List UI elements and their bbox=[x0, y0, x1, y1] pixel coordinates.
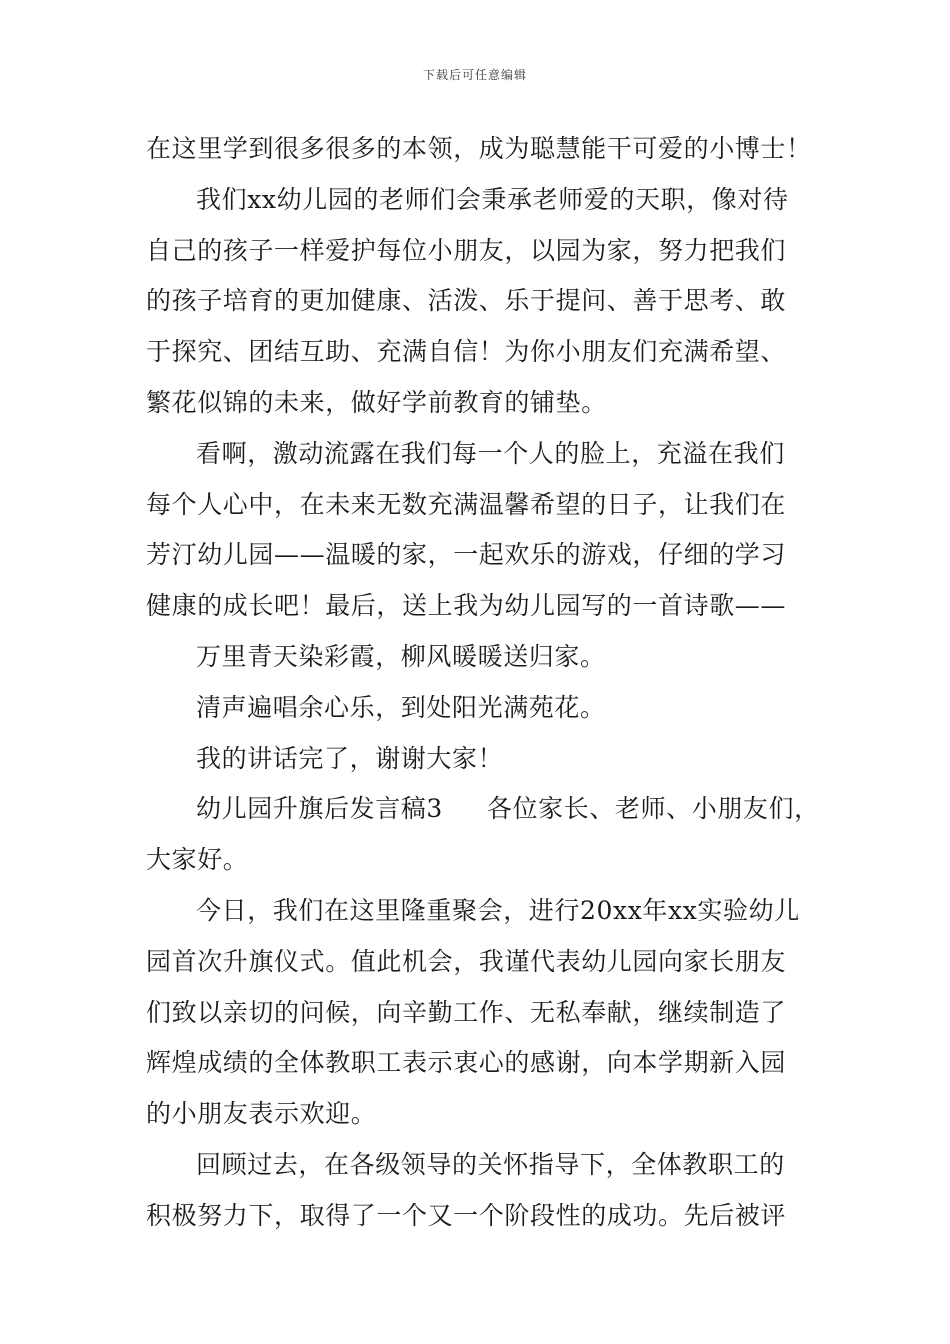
poem-line: 万里青天染彩霞，柳风暖暖送归家。 bbox=[196, 641, 606, 671]
text-line bbox=[146, 784, 820, 835]
text-line: 健康的成长吧！最后，送上我为幼儿园写的一首诗歌—— bbox=[146, 591, 787, 621]
text-line: 看啊，激动流露在我们每一个人的脸上，充溢在我们 bbox=[196, 438, 785, 468]
section-title: 幼儿园升旗后发言稿3 bbox=[196, 794, 443, 824]
text-line: 于探究、团结互助、充满自信！为你小朋友们充满希望、 bbox=[146, 337, 787, 367]
text-line: 园首次升旗仪式。值此机会，我谨代表幼儿园向家长朋友 bbox=[146, 946, 787, 976]
text-line: 繁花似锦的未来，做好学前教育的铺垫。 bbox=[146, 387, 607, 417]
poem-line: 清声遍唱余心乐，到处阳光满苑花。 bbox=[196, 692, 606, 722]
text-line: 的小朋友表示欢迎。 bbox=[146, 1099, 377, 1129]
text-line: 积极努力下，取得了一个又一个阶段性的成功。先后被评 bbox=[146, 1200, 787, 1230]
text-line: 辉煌成绩的全体教职工表示衷心的感谢，向本学期新入园 bbox=[146, 1048, 787, 1078]
text-line: 的孩子培育的更加健康、活泼、乐于提问、善于思考、敢 bbox=[146, 286, 787, 316]
text-line: 大家好。 bbox=[146, 845, 249, 875]
body-text bbox=[146, 124, 820, 1242]
text-line: 每个人心中，在未来无数充满温馨希望的日子，让我们在 bbox=[146, 489, 787, 519]
text-line: 我的讲话完了，谢谢大家！ bbox=[196, 743, 504, 773]
page-header: 下载后可任意编辑 bbox=[422, 68, 527, 82]
text-line: 在这里学到很多很多的本领，成为聪慧能干可爱的小博士！ bbox=[146, 134, 812, 163]
greeting-text: 各位家长、老师、小朋友们， bbox=[486, 794, 820, 824]
text-line: 自己的孩子一样爱护每位小朋友，以园为家，努力把我们 bbox=[146, 235, 787, 265]
text-line: 今日，我们在这里隆重聚会，进行20xx年xx实验幼儿 bbox=[196, 895, 800, 925]
text-line: 回顾过去，在各级领导的关怀指导下，全体教职工的 bbox=[196, 1149, 785, 1179]
text-line: 芳汀幼儿园——温暖的家，一起欢乐的游戏，仔细的学习 bbox=[146, 540, 787, 570]
text-line: 我们xx幼儿园的老师们会秉承老师爱的天职，像对待 bbox=[196, 184, 789, 214]
text-line: 们致以亲切的问候，向辛勤工作、无私奉献，继续制造了 bbox=[146, 997, 787, 1027]
